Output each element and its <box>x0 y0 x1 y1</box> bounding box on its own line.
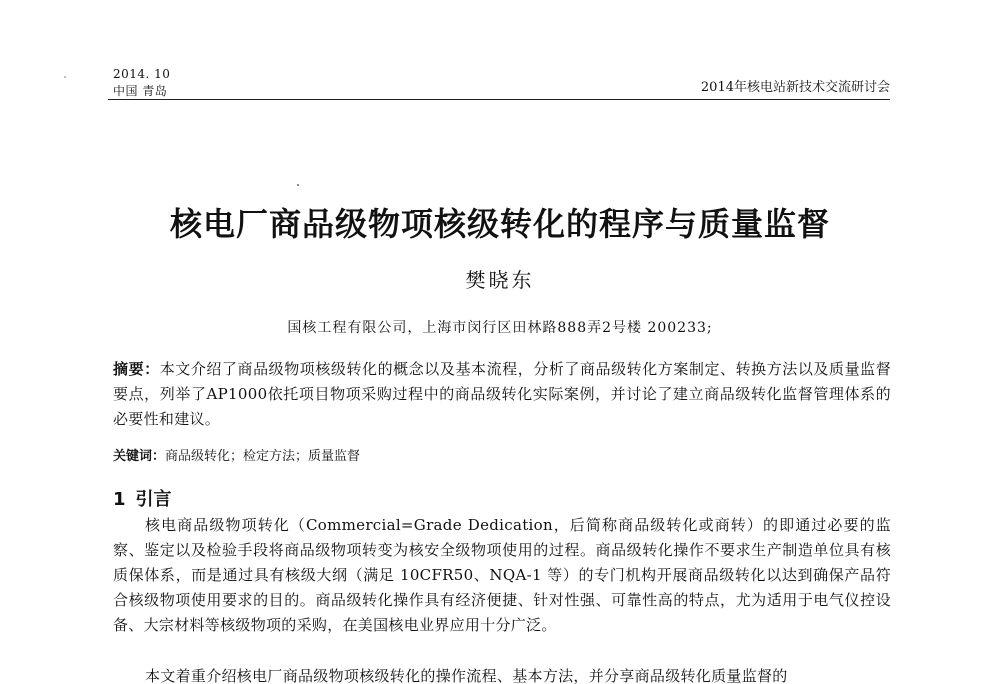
abstract <box>113 357 891 432</box>
paper-author: 樊晓东 <box>465 268 535 292</box>
keywords <box>113 447 891 467</box>
header-date: 2014. 10 <box>113 67 171 81</box>
scan-speck <box>297 184 299 186</box>
scan-speck <box>64 76 66 78</box>
author-affiliation: 国核工程有限公司，上海市闵行区田林路888弄2号楼 200233; <box>287 320 713 336</box>
section-title: 引言 <box>135 489 172 510</box>
running-header-left <box>113 66 170 100</box>
header-rule <box>108 99 890 100</box>
body-paragraph: 核电商品级物项转化（Commercial=Grade Dedication，后简称商品级转化或商转）的即通过必要的监察、鉴定以及检验手段将商品级物项转变为核安全级物项使用的过程。商品级转化操作不要求生产制造单位具有核质保体系，而是通过具有核级大纲（满足 10CFR50、NQA-1 等）的专门机构开展商品级转化以达到确保产品符合核级物项使用要求的目的。商品级转化操作具有经济便捷、针对性强、可靠性高的特点，尤为适用于电气仪控设备、大宗材料等核级物项的采购，在美国核电业界应用十分广泛。 <box>113 516 891 634</box>
abstract-text: 本文介绍了商品级物项核级转化的概念以及基本流程，分析了商品级转化方案制定、转换方法以及质量监督要点，列举了AP1000依托项目物项采购过程中的商品级转化实际案例，并讨论了建立商品级转化监督管理体系的必要性和建议。 <box>113 360 891 428</box>
header-location: 中国 青岛 <box>113 84 168 98</box>
keywords-text: 商品级转化；检定方法；质量监督 <box>165 449 361 464</box>
body-paragraph: 本文着重介绍核电厂商品级物项核级转化的操作流程、基本方法，并分享商品级转化质量监督的 <box>145 667 788 684</box>
paper-title: 核电厂商品级物项核级转化的程序与质量监督 <box>169 205 830 243</box>
keywords-label: 关键词： <box>113 449 166 464</box>
abstract-label: 摘要： <box>113 360 160 378</box>
section-heading <box>113 488 172 512</box>
header-conference: 2014年核电站新技术交流研讨会 <box>700 80 890 95</box>
section-number: 1 <box>113 489 126 510</box>
